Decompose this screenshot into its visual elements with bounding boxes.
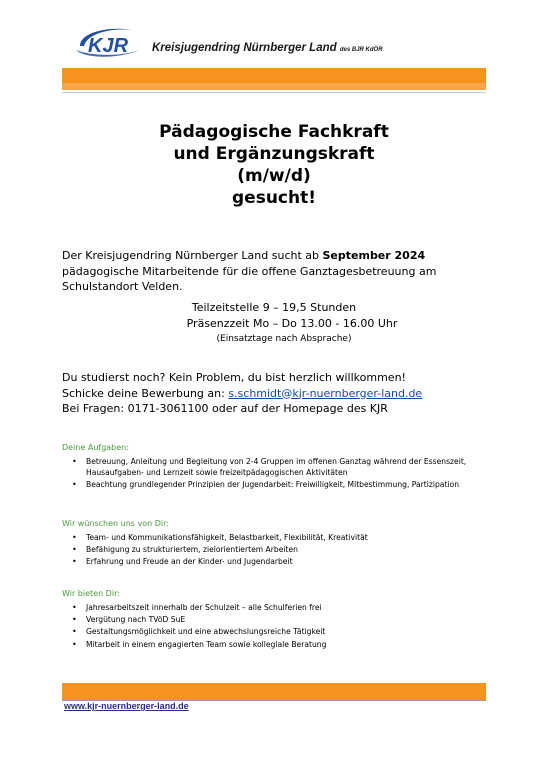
intro-paragraph [62,248,486,295]
website-link[interactable]: www.kjr-nuernberger-land.de [64,701,189,711]
intro-text-2: pädagogische Mitarbeitende für die offene Ganztagesbetreuung am Schulstandort Velden. [62,264,437,293]
title-line-4: gesucht! [232,188,316,208]
list-item: • Beachtung grundlegender Prinzipien der Jugendarbeit: Freiwilligkeit, Mitbestimmung, Partizipation [62,479,486,490]
organization-name-text: Kreisjugendring Nürnberger Land [152,42,337,54]
kjr-logo-icon [70,24,146,62]
organization-suffix: des BJR KdÖR [339,47,383,53]
section-tasks [62,442,486,492]
section-benefits [62,588,486,651]
title-line-3: (m/w/d) [237,166,311,186]
title-line-1: Pädagogische Fachkraft [159,122,389,142]
application-prefix: Schicke deine Bewerbung an: [62,386,229,400]
list-item: • Vergütung nach TVöD SuE [62,614,486,625]
application-email-link[interactable]: s.schmidt@kjr-nuernberger-land.de [228,386,423,400]
list-item: • Jahresarbeitszeit innerhalb der Schulzeit – alle Schulferien frei [62,602,486,613]
list-item: • Team- und Kommunikationsfähigkeit, Belastbarkeit, Flexibilität, Kreativität [62,532,486,543]
footer-orange-band [62,683,486,700]
header-divider [62,92,486,93]
list-item: • Mitarbeit in einem engagierten Team sowie kollegiale Beratung [62,639,486,650]
list-item: • Erfahrung und Freude an der Kinder- und Jugendarbeit [62,556,486,567]
title-line-2: und Ergänzungskraft [173,144,375,164]
application-line [62,386,486,402]
intro-text-1: Der Kreisjugendring Nürnberger Land sucht ab [62,249,323,262]
list-item: • Befähigung zu strukturiertem, zielorientiertem Arbeiten [62,544,486,555]
contact-block [62,370,486,417]
working-hours: Teilzeitstelle 9 – 19,5 Stunden [191,301,357,314]
list-item: • Gestaltungsmöglichkeit und eine abwechslungsreiche Tätigkeit [62,626,486,637]
header-orange-band [62,68,486,90]
job-details [62,300,486,346]
job-title [62,121,486,209]
section-heading: Deine Aufgaben: [62,443,129,452]
intro-start-date: September 2024 [322,249,426,262]
section-heading: Wir wünschen uns von Dir: [62,519,169,528]
list-item: • Betreuung, Anleitung und Begleitung von 2-4 Gruppen im offenen Ganztag während der Essenszeit, Hausaufgaben- und Lernzeit sowie freizeitpädagogischen Aktivitäten [62,456,486,478]
students-welcome: Du studierst noch? Kein Problem, du bist herzlich willkommen! [62,371,406,384]
questions-line: Bei Fragen: 0171-3061100 oder auf der Homepage des KJR [62,402,388,415]
logo-text: KJR [88,35,129,57]
presence-time: Präsenzzeit Mo – Do 13.00 - 16.00 Uhr [186,317,398,330]
assignment-days: (Einsatztage nach Absprache) [216,334,352,344]
organization-name [152,42,383,54]
section-requirements [62,518,486,569]
section-heading: Wir bieten Dir: [62,589,120,598]
